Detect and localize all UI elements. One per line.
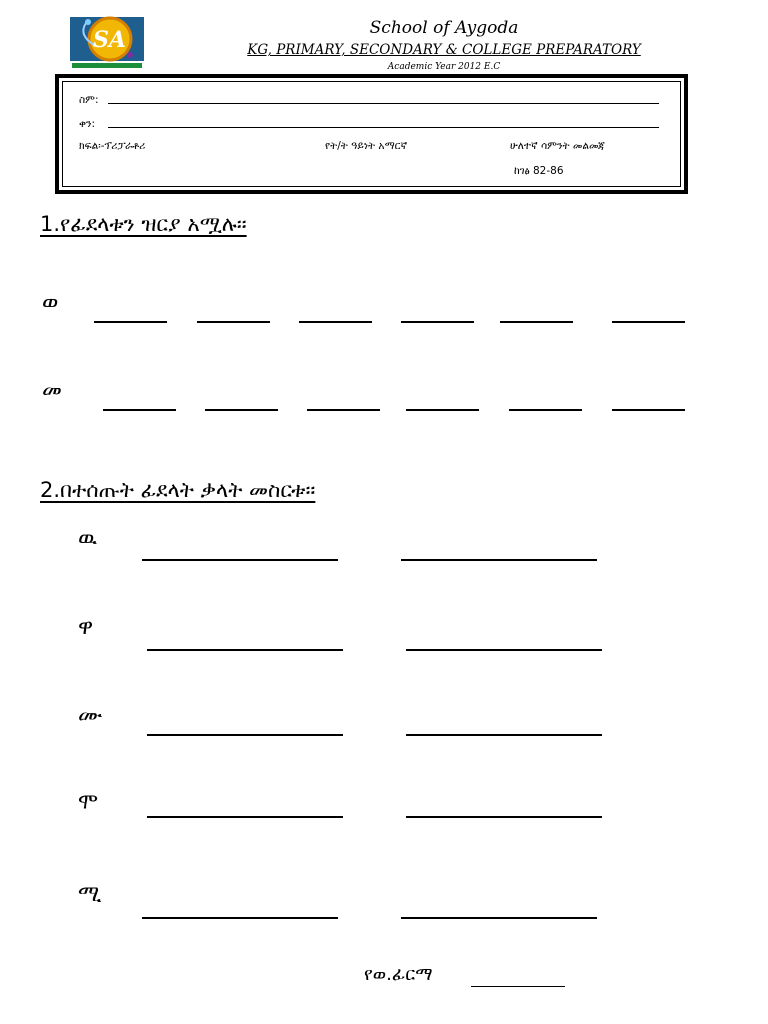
section1-letter: ወ	[42, 290, 59, 315]
answer-line[interactable]	[142, 559, 338, 561]
answer-line[interactable]	[401, 559, 597, 561]
answer-line[interactable]	[406, 734, 602, 736]
school-logo	[68, 15, 146, 71]
student-info-box	[55, 74, 688, 194]
teacher-signature-label: የወ.ፊርማ	[364, 964, 433, 985]
section2-letter: ሞ	[78, 790, 99, 815]
section2-title: 2.በተሰጡት ፊደላት ቃላት መስርቱ፡፡	[40, 478, 316, 502]
signature-line[interactable]	[471, 986, 565, 987]
answer-line[interactable]	[401, 917, 597, 919]
blank-line[interactable]	[509, 409, 582, 411]
blank-line[interactable]	[406, 409, 479, 411]
subject-label: የት/ት ዓይነት አማርኛ	[325, 140, 408, 152]
section2-letter: ሙ	[78, 703, 103, 728]
blank-line[interactable]	[401, 321, 474, 323]
name-label: ስም:	[79, 94, 99, 106]
week-label: ሁለተኛ ሳምንት መልመጃ	[510, 140, 605, 152]
answer-line[interactable]	[406, 816, 602, 818]
blank-line[interactable]	[612, 321, 685, 323]
logo-text: SA	[93, 27, 126, 53]
answer-line[interactable]	[406, 649, 602, 651]
page-range-label: ከገፅ 82-86	[514, 165, 564, 177]
blank-line[interactable]	[103, 409, 176, 411]
section1-letter: መ	[42, 378, 62, 403]
blank-line[interactable]	[197, 321, 270, 323]
date-field-line[interactable]	[108, 127, 659, 128]
name-field-line[interactable]	[108, 103, 659, 104]
blank-line[interactable]	[612, 409, 685, 411]
academic-year: Academic Year 2012 E.C	[387, 62, 501, 72]
section2-letter: ዉ	[78, 526, 98, 551]
section2-letter: ዋ	[78, 615, 94, 640]
answer-line[interactable]	[147, 734, 343, 736]
school-name: School of Aygoda	[369, 18, 519, 38]
section2-letter: ሚ	[78, 882, 102, 907]
info-inner-border	[62, 81, 681, 187]
blank-line[interactable]	[500, 321, 573, 323]
school-levels: KG, PRIMARY, SECONDARY & COLLEGE PREPARATORY	[247, 42, 641, 58]
answer-line[interactable]	[147, 816, 343, 818]
blank-line[interactable]	[205, 409, 278, 411]
answer-line[interactable]	[142, 917, 338, 919]
blank-line[interactable]	[94, 321, 167, 323]
grade-label: ክፍል፡-ፕሪፓራቶሪ	[79, 140, 146, 152]
blank-line[interactable]	[307, 409, 380, 411]
blank-line[interactable]	[299, 321, 372, 323]
answer-line[interactable]	[147, 649, 343, 651]
date-label: ቀን:	[79, 118, 96, 130]
section1-title: 1.የፊደላቱን ዝርያ አሟሉ፡፡	[40, 212, 247, 236]
